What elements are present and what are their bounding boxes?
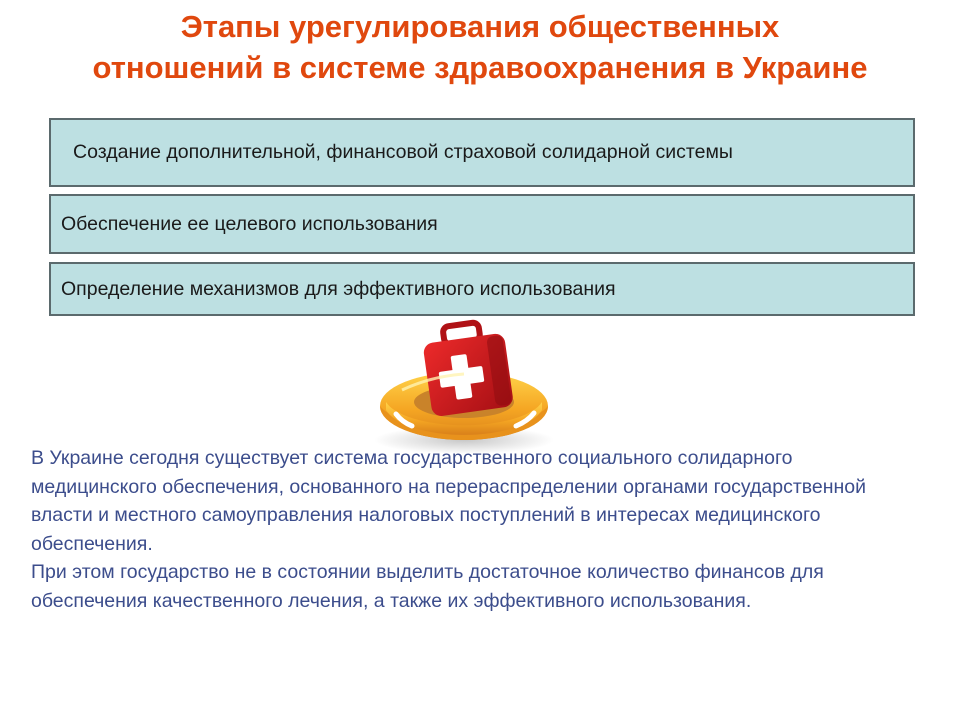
step-label-1: Создание дополнительной, финансовой страховой солидарной системы bbox=[73, 141, 733, 163]
first-aid-kit-lifebuoy-icon bbox=[372, 318, 558, 456]
step-box-3 bbox=[49, 262, 915, 316]
slide-title bbox=[0, 6, 960, 88]
step-label-3: Определение механизмов для эффективного использования bbox=[61, 277, 616, 300]
step-label-2: Обеспечение ее целевого использования bbox=[61, 212, 438, 235]
title-line-1: Этапы урегулирования общественных bbox=[180, 9, 780, 44]
paragraph-2: При этом государство не в состоянии выделить достаточное количество финансов для обеспечения качественного лечения, а также их эффективного использования. bbox=[31, 561, 824, 612]
title-line-2: отношений в системе здравоохранения в Украине bbox=[92, 50, 868, 85]
step-box-2 bbox=[49, 194, 915, 254]
paragraph-1: В Украине сегодня существует система государственного социального солидарного медицинского обеспечения, основанного на перераспределении органами государственной власти и местного самоуправления налоговых поступлений в интересах медицинского обеспечения. bbox=[31, 447, 867, 555]
step-box-1 bbox=[49, 118, 915, 187]
description-text bbox=[31, 444, 921, 615]
